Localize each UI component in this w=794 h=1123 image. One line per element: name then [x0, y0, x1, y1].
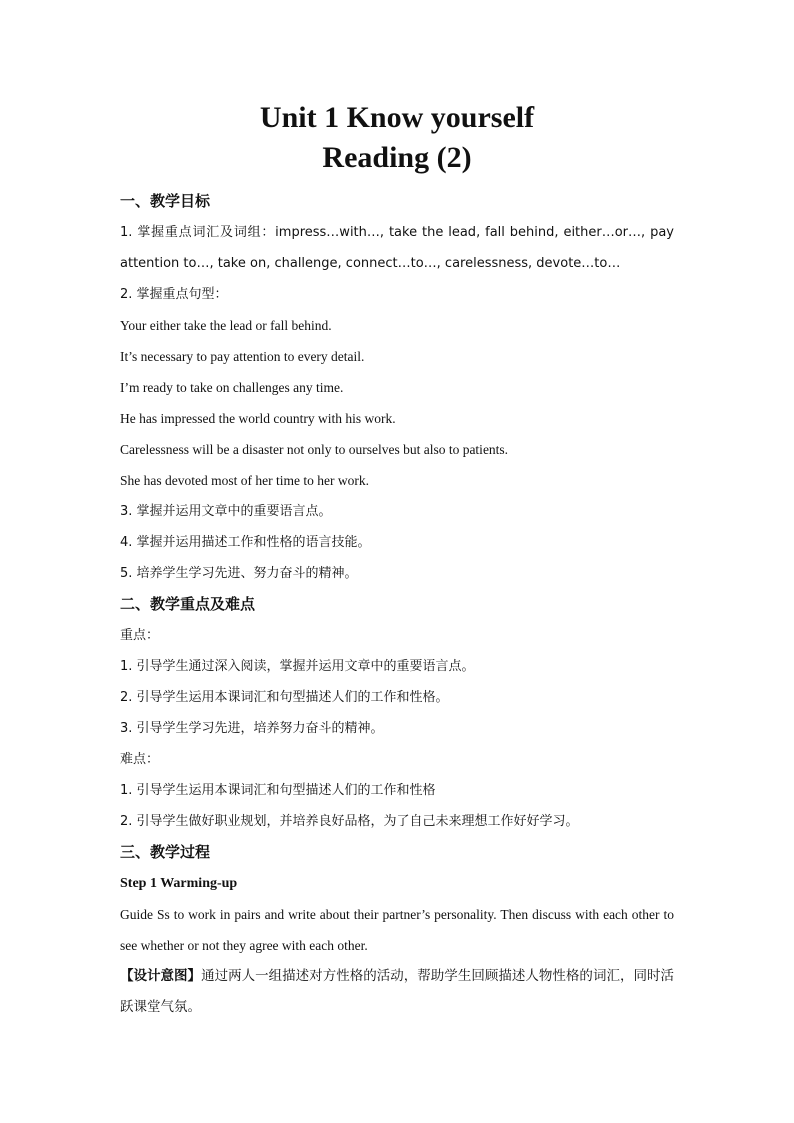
section-heading-objectives: 一、教学目标	[120, 192, 211, 210]
key-sentence: She has devoted most of her time to her work.	[120, 473, 369, 488]
objective-1: 1. 掌握重点词汇及词组：impress…with…, take the lead, fall behind, either…or…, pay attention to…, take on, challenge, connect…to…, carelessness, devote…to…	[120, 225, 674, 271]
design-intent-text: 通过两人一组描述对方性格的活动，帮助学生回顾描述人物性格的词汇，同时活跃课堂气氛。	[120, 968, 675, 1015]
doc-subtitle: Reading (2)	[322, 141, 472, 174]
key-point: 2. 引导学生运用本课词汇和句型描述人们的工作和性格。	[120, 690, 449, 705]
objective-2: 2. 掌握重点句型：	[120, 287, 228, 302]
step1-text: Guide Ss to work in pairs and write about their partner’s personality. Then discuss with each other to see whether or not they agree with each other.	[120, 907, 674, 953]
section-heading-key-points: 二、教学重点及难点	[120, 595, 256, 613]
document-page	[120, 98, 674, 1023]
step1-title: Step 1 Warming-up	[120, 876, 238, 891]
key-sentence: Carelessness will be a disaster not only to ourselves but also to patients.	[120, 442, 509, 457]
section-heading-process: 三、教学过程	[120, 843, 211, 861]
difficult-point: 1. 引导学生运用本课词汇和句型描述人们的工作和性格	[120, 783, 436, 798]
objective-3: 3. 掌握并运用文章中的重要语言点。	[120, 504, 332, 519]
doc-title: Unit 1 Know yourself	[259, 101, 535, 134]
key-point: 3. 引导学生学习先进，培养努力奋斗的精神。	[120, 721, 384, 736]
objective-5: 5. 培养学生学习先进、努力奋斗的精神。	[120, 566, 358, 581]
key-sentence: Your either take the lead or fall behind.	[120, 318, 332, 333]
key-sentence: It’s necessary to pay attention to every detail.	[120, 349, 365, 364]
objective-4: 4. 掌握并运用描述工作和性格的语言技能。	[120, 535, 371, 550]
key-sentence: I’m ready to take on challenges any time.	[120, 380, 344, 395]
key-points-label: 重点：	[120, 628, 160, 643]
difficult-point: 2. 引导学生做好职业规划，并培养良好品格，为了自己未来理想工作好好学习。	[120, 814, 579, 829]
design-intent-label: 【设计意图】	[120, 968, 202, 984]
difficult-points-label: 难点：	[120, 752, 160, 767]
key-point: 1. 引导学生通过深入阅读，掌握并运用文章中的重要语言点。	[120, 659, 475, 674]
design-intent	[120, 961, 674, 1023]
key-sentence: He has impressed the world country with his work.	[120, 411, 396, 426]
